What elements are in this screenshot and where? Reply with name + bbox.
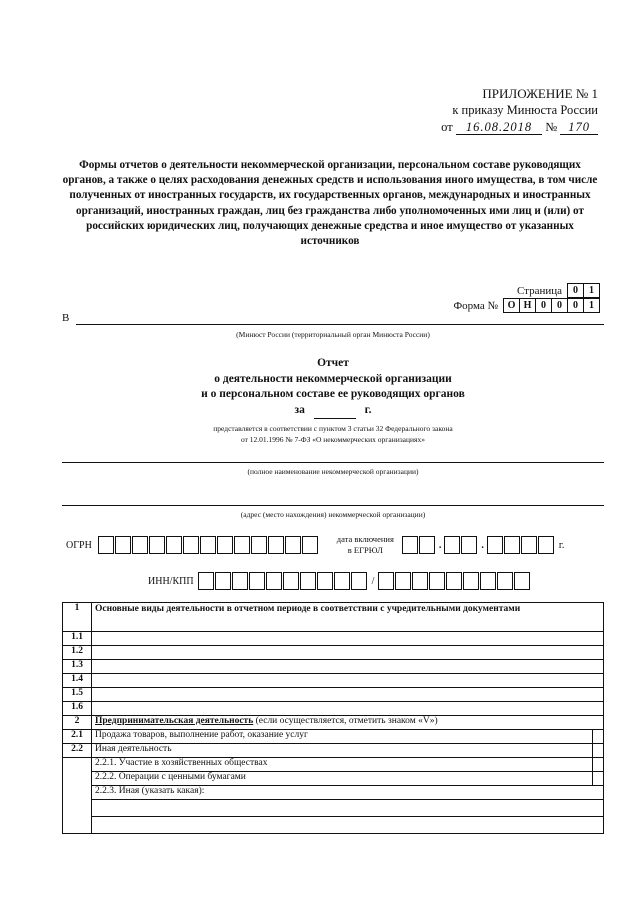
row-number: 2.1	[63, 730, 92, 744]
page-cells	[568, 283, 600, 298]
address-caption: (адрес (место нахождения) некоммерческой организации)	[240, 510, 426, 519]
inn-kpp-row	[148, 572, 531, 590]
row-cell[interactable]	[92, 660, 604, 674]
ogrn-year-suffix: г.	[558, 539, 565, 551]
table-row	[63, 730, 604, 744]
row-label: 2.2.3. Иная (указать какая):	[92, 786, 604, 800]
year-prefix: за	[294, 403, 305, 416]
row-label: 2.2.1. Участие в хозяйственных обществах	[92, 758, 593, 772]
row-number: 1.1	[63, 632, 92, 646]
page-indicator	[517, 283, 600, 298]
inn-boxes[interactable]	[198, 572, 368, 590]
table-row	[63, 646, 604, 660]
legal-basis-line1: представляется в соответствии с пунктом 3 статьи 32 Федерального закона	[213, 424, 453, 433]
activities-table	[62, 602, 604, 834]
row-cell[interactable]	[92, 702, 604, 716]
section-title-bold: Предпринимательская деятельность	[95, 716, 254, 726]
inn-kpp-label: ИНН/КПП	[148, 575, 194, 587]
table-row	[63, 817, 604, 834]
date-dot: .	[438, 539, 442, 551]
form-number	[453, 298, 600, 313]
page-cell: 0	[567, 283, 584, 298]
table-row	[63, 688, 604, 702]
appendix-title: ПРИЛОЖЕНИЕ № 1	[482, 86, 598, 101]
table-row	[63, 772, 604, 786]
report-subtitle-1: о деятельности некоммерческой организации	[214, 372, 452, 385]
table-row	[63, 786, 604, 800]
section-number: 1	[63, 603, 92, 632]
ogrn-month-boxes[interactable]	[444, 536, 478, 554]
row-cell[interactable]	[92, 674, 604, 688]
year-suffix: г.	[364, 403, 372, 416]
row-cell[interactable]	[92, 817, 604, 834]
checkbox-cell[interactable]	[593, 744, 604, 758]
page-cell: 1	[583, 283, 600, 298]
form-cell: О	[503, 298, 520, 313]
page-label: Страница	[516, 284, 562, 297]
date-prefix: от	[441, 120, 453, 134]
row-label: 2.2.2. Операции с ценными бумагами	[92, 772, 593, 786]
ogrn-date-label-1: дата включения	[336, 534, 394, 544]
row-cell[interactable]	[92, 688, 604, 702]
form-cell: Н	[519, 298, 536, 313]
row-number: 1.3	[63, 660, 92, 674]
ogrn-date-label	[337, 534, 394, 556]
address-line[interactable]	[62, 505, 604, 506]
report-year-line	[62, 403, 604, 420]
table-row	[63, 800, 604, 817]
number-label: №	[545, 120, 558, 134]
checkbox-cell[interactable]	[593, 772, 604, 786]
ogrn-label: ОГРН	[66, 539, 92, 551]
ogrn-year-boxes[interactable]	[487, 536, 555, 554]
row-number: 1.5	[63, 688, 92, 702]
org-name-line[interactable]	[62, 462, 604, 463]
section-title: Основные виды деятельности в отчетном периоде в соответствии с учредительными документами	[92, 603, 604, 632]
appendix-order: к приказу Минюста России	[452, 103, 598, 117]
recipient-caption: (Минюст России (территориальный орган Минюста России)	[236, 330, 430, 339]
appendix-number: 170	[560, 120, 598, 135]
row-label: Продажа товаров, выполнение работ, оказание услуг	[92, 730, 593, 744]
form-cell: 0	[535, 298, 552, 313]
ogrn-date-label-2: в ЕГРЮЛ	[347, 545, 383, 555]
table-row	[63, 758, 604, 772]
table-row	[63, 702, 604, 716]
form-number-cells	[504, 298, 600, 313]
legal-basis-line2: от 12.01.1996 № 7-ФЗ «О некоммерческих организациях»	[240, 435, 425, 444]
ogrn-row	[66, 534, 564, 556]
row-number-empty	[63, 758, 92, 834]
report-title-block	[62, 356, 604, 419]
table-row	[63, 660, 604, 674]
form-cell: 0	[567, 298, 584, 313]
form-title: Формы отчетов о деятельности некоммерческой организации, персональном составе руководящих органов, а также о целях расходования денежных средств и использования иного имущества, в том числе полученных от иностранных государств, их государственных органов, международных и иностранных организаций, иностранных граждан, лиц без гражданства либо уполномоченных ими лиц и (или) от российских юридических лиц, получающих денежные средства и иное имущество от указанных источников	[62, 159, 598, 248]
year-input[interactable]	[314, 403, 356, 420]
appendix-date: 16.08.2018	[456, 120, 542, 135]
table-row	[63, 603, 604, 632]
row-number: 1.2	[63, 646, 92, 660]
table-row	[63, 716, 604, 730]
date-dot: .	[481, 539, 484, 551]
section-title-note: (если осуществляется, отметить знаком «V»)	[253, 716, 438, 726]
report-subtitle-2: и о персональном составе ее руководящих органов	[201, 388, 465, 400]
legal-basis	[62, 423, 604, 445]
row-number: 1.6	[63, 702, 92, 716]
section-title	[92, 716, 604, 730]
table-row	[63, 744, 604, 758]
inn-kpp-slash: /	[371, 575, 375, 587]
org-name-caption: (полное наименование некоммерческой организации)	[247, 467, 419, 476]
row-cell[interactable]	[92, 632, 604, 646]
form-number-label: Форма №	[453, 299, 498, 312]
row-cell[interactable]	[92, 800, 604, 817]
appendix-date-line	[441, 119, 598, 136]
row-cell[interactable]	[92, 646, 604, 660]
form-cell: 1	[583, 298, 600, 313]
checkbox-cell[interactable]	[593, 758, 604, 772]
kpp-boxes[interactable]	[378, 572, 531, 590]
appendix-block	[441, 85, 598, 136]
table-row	[63, 674, 604, 688]
ogrn-boxes[interactable]	[98, 536, 319, 554]
ogrn-day-boxes[interactable]	[402, 536, 436, 554]
recipient-line[interactable]	[76, 324, 604, 325]
row-number: 1.4	[63, 674, 92, 688]
checkbox-cell[interactable]	[593, 730, 604, 744]
row-number: 2.2	[63, 744, 92, 758]
report-title: Отчет	[317, 357, 349, 369]
table-row	[63, 632, 604, 646]
form-cell: 0	[551, 298, 568, 313]
recipient-prefix: В	[62, 312, 70, 324]
section-number: 2	[63, 716, 92, 730]
row-label: Иная деятельность	[92, 744, 593, 758]
